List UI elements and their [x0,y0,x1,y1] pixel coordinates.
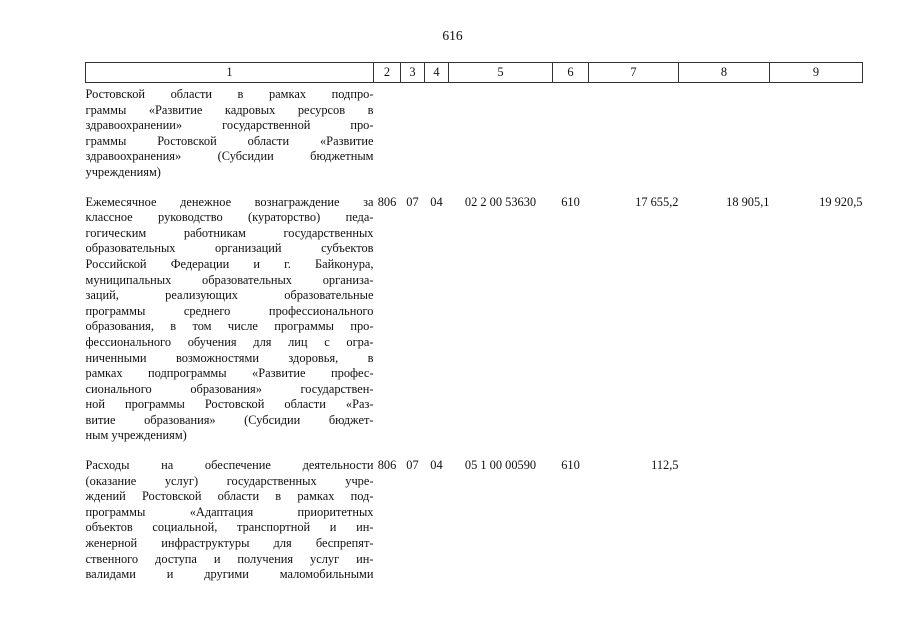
cell-expense-type [553,83,589,193]
cell-subsection: 04 [430,194,443,209]
col-header-8: 8 [679,63,770,83]
row-description: Расходы на обеспечение деятельности (оказание услуг) государственных учре- ждений Ростовской области в рамках под- программы «Адаптация приоритетных объектов социальной, транспортной и ин- женерной инфраструктуры для беспрепят- ственного доступа и получения услуг ин- валидами и другими маломобильными [85,458,374,582]
cell-ministry: 806 [377,458,397,473]
cell-target-code: 05 1 00 00590 [464,458,537,473]
col-header-4: 4 [425,63,449,83]
cell-target-code [449,83,553,193]
row-description: Ежемесячное денежное вознаграждение за классное руководство (кураторство) педа- гогическим работникам государственных образовательных организаций субъектов Российской Федерации и г. Байконура, муниципальных образовательных организа- заций, реализующих образовательные программы среднего профессионального образования, в том числе программы про- фессионального обучения для лиц с огра- ниченными возможностями здоровья, в рамках подпрограммы «Развитие профес- сионального образования» государствен- ной программы Ростовской области «Раз- витие образования» (Субсидии бюджет- ным учреждениям) [85,194,374,443]
col-header-9: 9 [770,63,863,83]
table-row [86,456,863,595]
header-row [86,63,863,83]
cell-amount-year2: 18 905,1 [726,194,770,209]
cell-amount-year3 [770,456,863,595]
col-header-1: 1 [86,63,374,83]
col-header-6: 6 [553,63,589,83]
cell-target-code: 02 2 00 53630 [464,194,537,209]
cell-ministry [374,83,401,193]
row-description: Ростовской области в рамках подпро- граммы «Развитие кадровых ресурсов в здравоохранении» государственной про- граммы Ростовской области «Развитие здравоохранения» (Субсидии бюджетным учреждениям) [85,87,374,179]
cell-section: 07 [406,458,419,473]
table-row [86,193,863,457]
cell-ministry: 806 [377,194,397,209]
page-number: 616 [442,28,463,43]
cell-expense-type: 610 [561,194,580,209]
cell-amount-year2 [679,83,770,193]
cell-expense-type: 610 [561,458,580,473]
cell-section: 07 [406,194,419,209]
cell-subsection [425,83,449,193]
cell-amount-year1 [589,83,679,193]
cell-amount-year1: 112,5 [651,458,679,473]
cell-amount-year1: 17 655,2 [635,194,679,209]
col-header-7: 7 [589,63,679,83]
col-header-3: 3 [401,63,425,83]
budget-table [85,62,863,595]
table-row [86,83,863,193]
cell-amount-year3 [770,83,863,193]
cell-amount-year3: 19 920,5 [819,194,863,209]
col-header-2: 2 [374,63,401,83]
col-header-5: 5 [449,63,553,83]
cell-section [401,83,425,193]
cell-amount-year2 [679,456,770,595]
cell-subsection: 04 [430,458,443,473]
